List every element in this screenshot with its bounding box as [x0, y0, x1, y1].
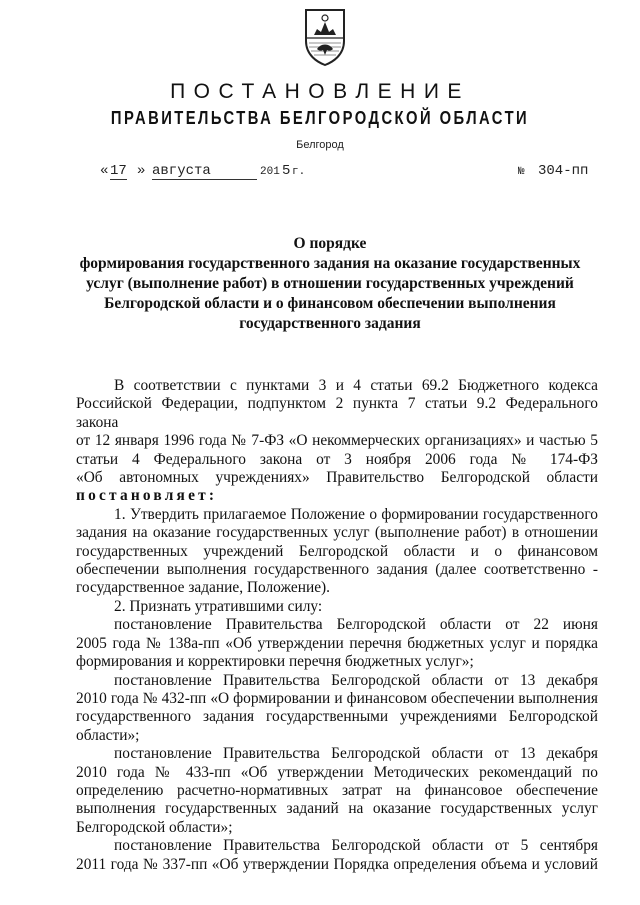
- date-day: 17: [110, 163, 127, 179]
- body-line: 2010 года № 432-пп «О формировании и финансовом обеспечении выполнения: [76, 689, 598, 707]
- body-line: государственных учреждений Белгородской области и о финансовом: [76, 542, 598, 560]
- date-year-prefix: 201: [260, 166, 280, 178]
- issuing-authority: ПРАВИТЕЛЬСТВА БЕЛГОРОДСКОЙ ОБЛАСТИ: [110, 108, 530, 128]
- heading-line: услуг (выполнение работ) в отношении государственных учреждений: [86, 275, 574, 292]
- body-line: 2. Признать утратившими силу:: [114, 597, 323, 615]
- heading-line: Белгородской области и о финансовом обеспечении выполнения: [104, 295, 556, 312]
- date-quote-open: «: [100, 163, 109, 179]
- body-line: постановление Правительства Белгородской области от 13 декабря: [114, 745, 598, 763]
- document-heading: [60, 234, 600, 334]
- body-line: постановление Правительства Белгородской области от 22 июня: [114, 616, 598, 634]
- body-line: Российской Федерации, подпунктом 2 пункта 7 статьи 9.2 Федерального закона: [76, 395, 598, 431]
- body-line: задания на оказание государственных услуг (выполнение работ) в отношении: [76, 524, 598, 542]
- body-line: от 12 января 1996 года № 7-ФЗ «О некоммерческих организациях» и частью 5: [76, 432, 598, 450]
- body-line: государственного задания государственными учреждениями Белгородской: [76, 708, 598, 726]
- date-number-line: [100, 163, 600, 183]
- document-body: [76, 377, 598, 874]
- body-line: 2005 года № 138а-пп «Об утверждении перечня бюджетных услуг и порядка: [76, 634, 598, 652]
- body-line: постановление Правительства Белгородской области от 5 сентября: [114, 837, 598, 855]
- body-line: 1. Утвердить прилагаемое Положение о формировании государственного: [114, 505, 598, 523]
- body-line: 2010 года № 433-пп «Об утверждении Методических рекомендаций по: [76, 763, 598, 781]
- body-line: постановление Правительства Белгородской области от 13 декабря: [114, 671, 598, 689]
- body-line: Белгородской области»;: [76, 818, 233, 836]
- body-line: определению расчетно-нормативных затрат на финансовое обеспечение: [76, 781, 598, 799]
- heading-line: государственного задания: [239, 315, 421, 332]
- belgorod-coat-of-arms-icon: [303, 7, 347, 67]
- body-line: 2011 года № 337-пп «Об утверждении Порядка определения объема и условий: [76, 855, 598, 873]
- body-line: выполнения государственных заданий на оказание государственных услуг: [76, 800, 598, 818]
- resolves-word: постановляет:: [76, 487, 218, 505]
- body-line: формирования и корректировки перечня бюджетных услуг»;: [76, 653, 474, 671]
- body-line: «Об автономных учреждениях» Правительство Белгородской области: [76, 469, 598, 487]
- body-line: области»;: [76, 726, 140, 744]
- body-line: статьи 4 Федерального закона от 3 ноября 2006 года № 174-ФЗ: [76, 450, 598, 468]
- body-line: обеспечении выполнения государственного задания (далее соответственно -: [76, 561, 598, 579]
- date-year-suffix: 5: [282, 163, 291, 179]
- document-type-title: ПОСТАНОВЛЕНИЕ: [170, 80, 470, 103]
- body-line: В соответствии с пунктами 3 и 4 статьи 69.2 Бюджетного кодекса: [114, 377, 598, 394]
- city-name: Белгород: [296, 139, 344, 151]
- document-number: 304-пп: [538, 163, 589, 179]
- heading-line: формирования государственного задания на оказание государственных: [79, 255, 581, 272]
- number-label: №: [518, 166, 525, 178]
- date-quote-close: »: [137, 163, 146, 179]
- body-line: государственное задание, Положение).: [76, 579, 331, 597]
- heading-line: О порядке: [293, 235, 367, 252]
- date-month: августа: [152, 163, 257, 180]
- date-year-unit: г.: [292, 166, 306, 178]
